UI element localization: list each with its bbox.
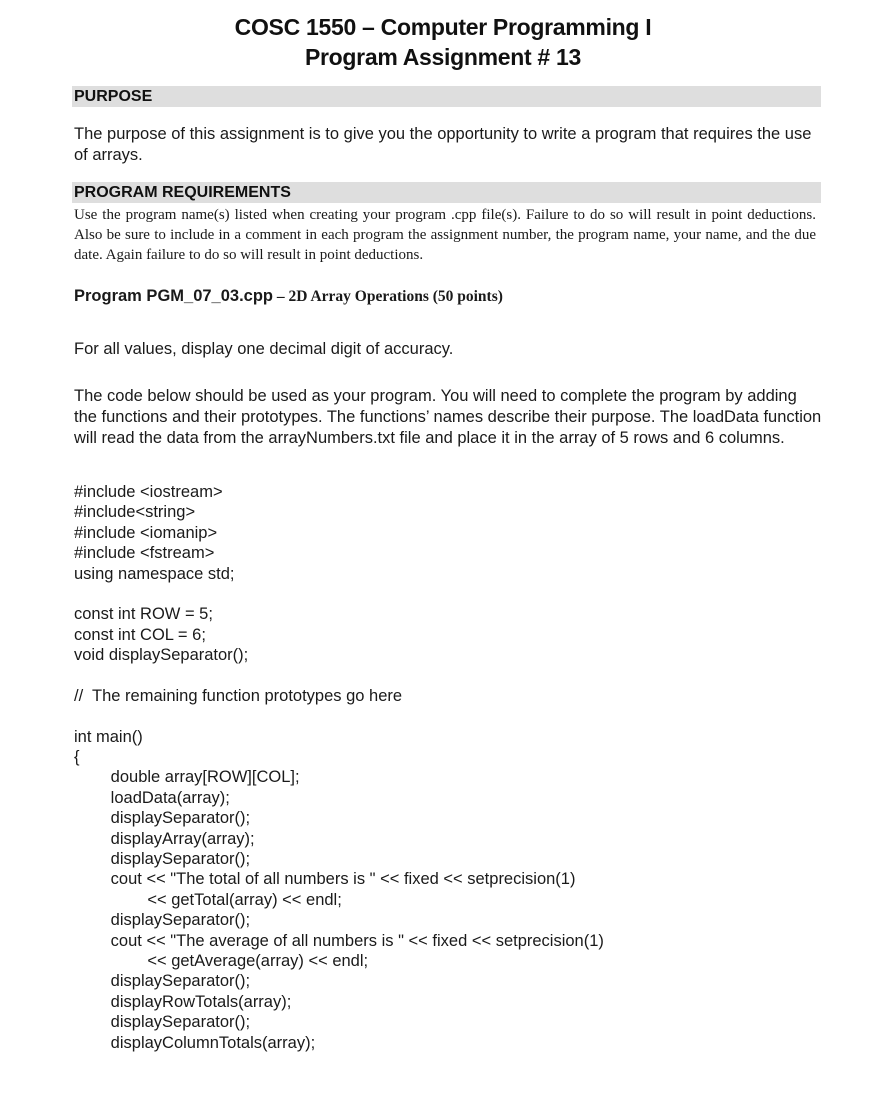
code-line: << getAverage(array) << endl; bbox=[74, 951, 369, 970]
requirements-heading: PROGRAM REQUIREMENTS bbox=[72, 182, 821, 203]
document-title-line1: COSC 1550 – Computer Programming I bbox=[234, 14, 652, 40]
program-description: – 2D Array Operations (50 points) bbox=[273, 288, 503, 305]
code-line: displaySeparator(); bbox=[74, 809, 251, 828]
code-line: double array[ROW][COL]; bbox=[74, 768, 300, 787]
code-line: { bbox=[74, 748, 80, 767]
code-line: // The remaining function prototypes go here bbox=[74, 686, 403, 705]
program-heading bbox=[74, 287, 503, 306]
accuracy-note: For all values, display one decimal digit of accuracy. bbox=[74, 340, 454, 358]
code-line: const int COL = 6; bbox=[74, 625, 206, 644]
code-listing bbox=[74, 482, 604, 1053]
code-line: displaySeparator(); bbox=[74, 911, 251, 930]
code-line: loadData(array); bbox=[74, 788, 230, 807]
code-line: displaySeparator(); bbox=[74, 972, 251, 991]
code-line: #include <iostream> bbox=[74, 483, 223, 501]
code-line: #include<string> bbox=[74, 503, 196, 522]
requirements-text: Use the program name(s) listed when creating your program .cpp file(s). Failure to do so will result in point deductions. Also be sure to include in a comment in each program the assignment number, the program name, your name, and the due date. Again failure to do so will result in point deductions. bbox=[74, 207, 816, 263]
code-line: displaySeparator(); bbox=[74, 1013, 251, 1032]
code-line: cout << "The average of all numbers is " << fixed << setprecision(1) bbox=[74, 931, 604, 950]
purpose-heading: PURPOSE bbox=[72, 86, 821, 107]
code-line: const int ROW = 5; bbox=[74, 605, 213, 624]
code-line: << getTotal(array) << endl; bbox=[74, 890, 342, 909]
code-line bbox=[74, 666, 604, 686]
program-name: Program PGM_07_03.cpp bbox=[74, 287, 273, 305]
code-line bbox=[74, 706, 604, 726]
code-line: #include <iomanip> bbox=[74, 523, 218, 542]
document-title-line2: Program Assignment # 13 bbox=[304, 44, 581, 70]
code-line: displayColumnTotals(array); bbox=[74, 1033, 316, 1052]
code-line: cout << "The total of all numbers is " << fixed << setprecision(1) bbox=[74, 870, 576, 889]
code-line: #include <fstream> bbox=[74, 544, 215, 563]
code-line: displayArray(array); bbox=[74, 829, 255, 848]
code-line: displaySeparator(); bbox=[74, 850, 251, 869]
purpose-text: The purpose of this assignment is to give you the opportunity to write a program that requires the use of arrays. bbox=[74, 125, 812, 164]
code-line: using namespace std; bbox=[74, 564, 235, 583]
code-line bbox=[74, 584, 604, 604]
code-line: int main() bbox=[74, 727, 143, 746]
code-line: displayRowTotals(array); bbox=[74, 992, 292, 1011]
program-instructions: The code below should be used as your program. You will need to complete the program by adding the functions and their prototypes. The functions’ names describe their purpose. The loadData function will read the data from the arrayNumbers.txt file and place it in the array of 5 rows and 6 columns. bbox=[74, 387, 822, 447]
code-line: void displaySeparator(); bbox=[74, 646, 249, 665]
